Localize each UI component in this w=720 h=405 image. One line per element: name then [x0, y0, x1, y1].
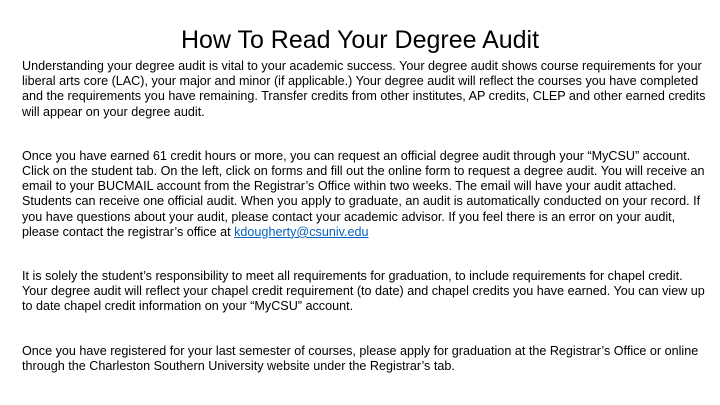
paragraph-request-audit-text: Once you have earned 61 credit hours or more, you can request an official degree audit through your “MyCSU” account. Click on the student tab. On the left, click on forms and fill out the online form to request a degree audit. You will receive an email to your BUCMAIL account from the Registrar’s Office within two weeks. The email will have your audit attached. Students can receive one official audit. When you apply to graduate, an audit is automatically conducted on your record. If you have questions about your audit, please contact your academic advisor. If you feel there is an error on your audit, please contact the registrar’s office at [22, 148, 705, 239]
paragraph-gap [22, 240, 708, 269]
page-title: How To Read Your Degree Audit [180, 26, 540, 54]
paragraph-responsibility: It is solely the student’s responsibility to meet all requirements for graduation, to include requirements for chapel credit. Your degree audit will reflect your chapel credit requirement (to date) and chapel credits you have earned. You can view up to date chapel credit information on your “MyCSU” account. [22, 269, 705, 314]
paragraph-gap [22, 120, 708, 149]
paragraph-apply-graduation: Once you have registered for your last semester of courses, please apply for graduation at the Registrar’s Office or online through the Charleston Southern University website under the Registrar’s tab. [22, 343, 699, 373]
paragraph-request-audit [22, 149, 708, 240]
paragraph-gap [22, 315, 708, 344]
paragraph-intro: Understanding your degree audit is vital to your academic success. Your degree audit shows course requirements for your liberal arts core (LAC), your major and minor (if applicable.) Your degree audit will reflect the courses you have completed and the requirements you have remaining. Transfer credits from other institutes, AP credits, CLEP and other earned credits will appear on your degree audit. [22, 59, 706, 119]
registrar-email-link[interactable]: kdougherty@csuniv.edu [234, 224, 369, 239]
slide-body [22, 59, 708, 374]
